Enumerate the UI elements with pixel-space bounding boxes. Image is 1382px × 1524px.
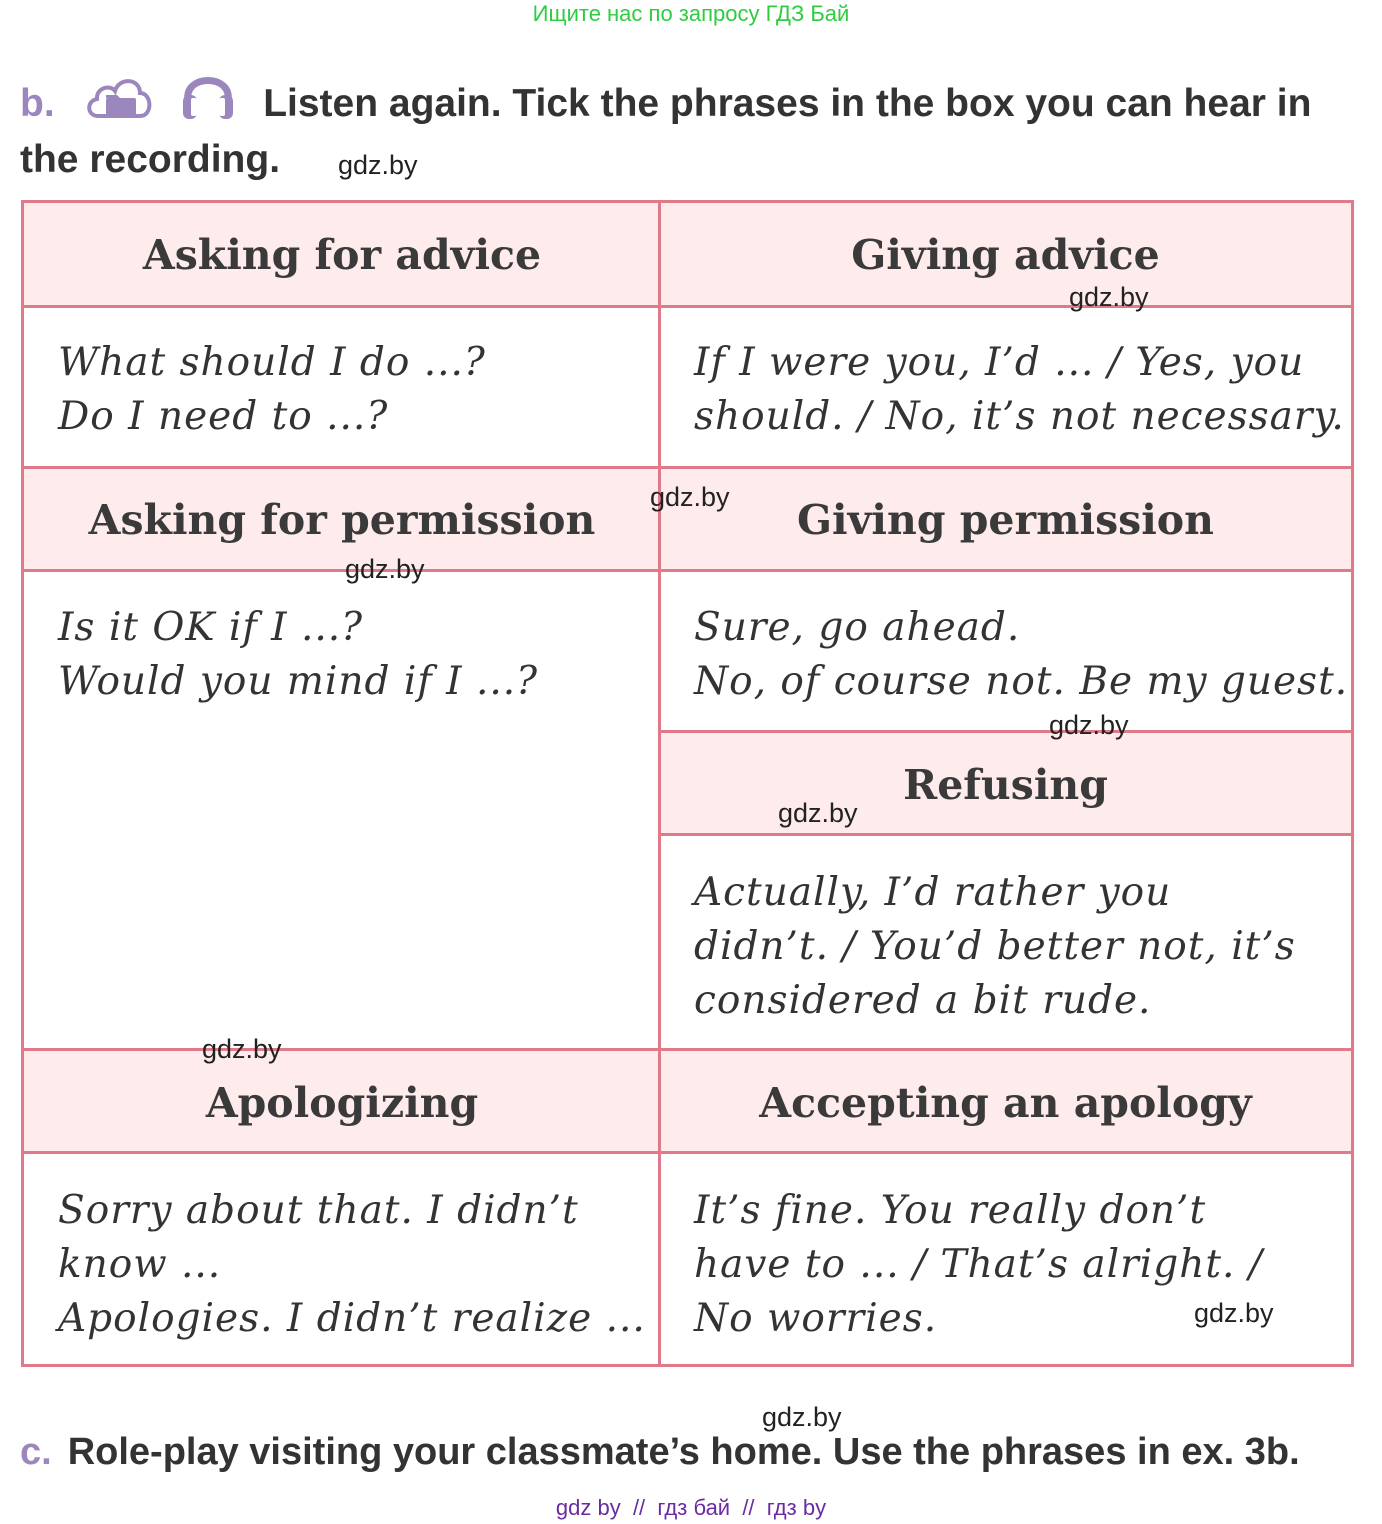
- body-asking-permission: [24, 571, 660, 1049]
- watermark: gdz.by: [202, 1034, 282, 1064]
- phrase-line: considered a bit rude.: [694, 978, 1152, 1023]
- header-apologizing: Apologizing: [24, 1051, 660, 1154]
- phrase-line: It’s fine. You really don’t: [694, 1188, 1207, 1233]
- phrase-line: No worries.: [694, 1296, 938, 1341]
- header-giving-advice: Giving advice: [660, 203, 1351, 306]
- footer-links[interactable]: gdz by // гдз бай // гдз by: [555, 1495, 827, 1520]
- phrase-line: know ...: [58, 1242, 222, 1287]
- instruction-text-c: Role-play visiting your classmate’s home. Use the phrases in ex. 3b.: [67, 1431, 1300, 1473]
- phrase-line: have to ... / That’s alright. /: [694, 1242, 1263, 1287]
- headphones-icon: [180, 64, 236, 135]
- divider: [24, 1151, 1351, 1154]
- phrase-line: Do I need to ...?: [58, 394, 389, 439]
- cloud-folder-icon: [84, 70, 154, 135]
- body-giving-permission: [660, 571, 1351, 733]
- phrase-line: Sorry about that. I didn’t: [58, 1188, 579, 1233]
- watermark: gdz.by: [345, 554, 425, 584]
- divider: [24, 569, 1351, 572]
- phrase-line: If I were you, I’d ... / Yes, you: [694, 340, 1305, 385]
- divider: [24, 305, 1351, 308]
- watermark: gdz.by: [778, 798, 858, 828]
- phrase-line: should. / No, it’s not necessary.: [694, 394, 1345, 439]
- body-asking-advice: [24, 306, 660, 468]
- header-giving-permission: Giving permission: [660, 468, 1351, 571]
- watermark: gdz.by: [1049, 710, 1129, 740]
- phrase-line: Would you mind if I ...?: [58, 659, 539, 704]
- divider: [24, 466, 1351, 469]
- body-giving-advice: [660, 306, 1351, 468]
- phrase-line: Sure, go ahead.: [694, 605, 1021, 650]
- instruction-text-b: Listen again. Tick the phrases in the box you can hear in the recording.: [20, 82, 1312, 181]
- top-banner[interactable]: Ищите нас по запросу ГДЗ Бай: [532, 1, 850, 26]
- exercise-c-instruction: [20, 1428, 1365, 1476]
- header-asking-permission: Asking for permission: [24, 468, 660, 571]
- exercise-letter-c: c.: [20, 1431, 52, 1473]
- phrase-line: Is it OK if I ...?: [58, 605, 364, 650]
- divider-vertical: [658, 203, 661, 1364]
- phrase-line: didn’t. / You’d better not, it’s: [694, 924, 1296, 969]
- header-accepting-apology: Accepting an apology: [660, 1051, 1351, 1154]
- phrases-box: [21, 200, 1354, 1367]
- body-accepting-apology: [660, 1154, 1351, 1364]
- phrase-line: What should I do ...?: [58, 340, 486, 385]
- header-refusing: Refusing: [660, 733, 1351, 836]
- divider: [660, 833, 1351, 836]
- header-asking-advice: Asking for advice: [24, 203, 660, 306]
- phrase-line: No, of course not. Be my guest.: [694, 659, 1349, 704]
- exercise-letter-b: b.: [20, 82, 55, 125]
- watermark: gdz.by: [1194, 1298, 1274, 1328]
- phrase-line: Actually, I’d rather you: [694, 870, 1172, 915]
- phrase-line: Apologies. I didn’t realize ...: [58, 1296, 646, 1341]
- exercise-b-instruction: [20, 64, 1365, 185]
- watermark: gdz.by: [650, 482, 730, 512]
- body-apologizing: [24, 1154, 660, 1364]
- body-refusing: [660, 836, 1351, 1049]
- divider: [660, 730, 1351, 733]
- watermark: gdz.by: [1069, 282, 1149, 312]
- watermark: gdz.by: [762, 1402, 842, 1432]
- watermark: gdz.by: [338, 150, 418, 180]
